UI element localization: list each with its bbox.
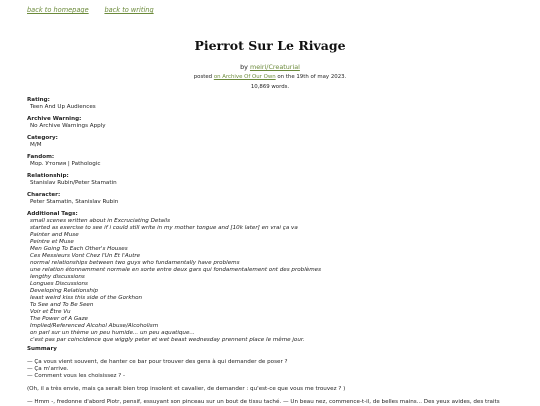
summary-line: — Hmm -, fredonne d'abord Piotr, pensif, essuyant son pinceau sur un bout de tissu taché. — Un beau nez, commence-t-il, de belles mains... Des yeux avides, des traits — [27, 398, 500, 405]
summary-section — [27, 346, 537, 406]
summary-label: Summary — [27, 346, 57, 352]
author-link[interactable]: meiri/Creaturial — [249, 63, 300, 71]
fandom-value: Мор. Утопия | Pathologic — [30, 160, 101, 167]
tag-item: Painter and Muse — [30, 231, 79, 238]
category-value: M/M — [30, 141, 42, 148]
ao3-link[interactable]: on Archive Of Our Own — [213, 74, 276, 80]
category-label: Category: — [27, 134, 58, 141]
category-field — [27, 135, 527, 149]
tag-item: lengthy discussions — [30, 273, 85, 280]
summary-line: — Comment vous les choisissez ? - — [27, 372, 126, 379]
by-prefix: by — [240, 63, 248, 71]
tag-item: least weird kiss this side of the Gorkhon — [30, 294, 143, 301]
tag-item: on parl sur un thème un peu humide... un peu aquatique... — [30, 329, 195, 336]
tag-item: To See and To Be Seen — [30, 301, 94, 308]
tags-label: Additional Tags: — [27, 210, 78, 217]
byline — [0, 63, 540, 71]
tag-item: started as exercise to see if i could still write in my mother tongue and [10k later] en vrai ça va — [30, 224, 298, 231]
additional-tags-field — [27, 211, 527, 344]
rating-label: Rating: — [27, 97, 50, 103]
rating-value: Teen And Up Audiences — [30, 103, 96, 110]
relationship-label: Relationship: — [27, 172, 69, 179]
work-metadata — [27, 97, 527, 349]
back-to-homepage-link[interactable]: back to homepage — [27, 6, 89, 14]
tag-item: Men Going To Each Other's Houses — [30, 245, 128, 252]
relationship-value: Stanislav Rubin/Peter Stamatin — [30, 179, 117, 186]
posted-prefix: posted — [193, 74, 213, 80]
summary-line: — Ça m'arrive. — [27, 365, 69, 372]
warning-label: Archive Warning: — [27, 115, 82, 122]
tag-item: small scenes written about in Excruciating Details — [30, 217, 170, 224]
top-navigation — [27, 6, 168, 15]
rating-field — [27, 97, 527, 111]
relationship-field — [27, 173, 527, 187]
back-to-writing-link[interactable]: back to writing — [104, 6, 154, 14]
posted-date: on the 19th of may 2023. — [277, 74, 347, 80]
tag-item: c'est pas par coincidence que wiggly peter et wet beast wednesday prennent place le même jour. — [30, 336, 305, 343]
tag-item: Implied/Referenced Alcohol Abuse/Alcoholism — [30, 322, 159, 329]
tag-item: Ces Messieurs Vont Chez l'Un Et l'Autre — [30, 252, 141, 259]
summary-line: (Oh, il a très envie, mais ça serait bien trop insolent et cavalier, de demander : qu'est-ce que vous me trouvez ? ) — [27, 385, 346, 392]
tag-item: Longues Discussions — [30, 280, 88, 287]
character-label: Character: — [27, 191, 61, 198]
tag-item: normal relationships between two guys who fundamentally have problems — [30, 259, 240, 266]
posted-info — [0, 74, 540, 81]
summary-line: — Ça vous vient souvent, de hanter ce bar pour trouver des gens à qui demander de poser ? — [27, 358, 288, 365]
fandom-field — [27, 154, 527, 168]
warning-value: No Archive Warnings Apply — [30, 122, 106, 129]
tag-item: une relation étonnamment normale en sorte entre deux gars qui fondamentalement ont des problèmes — [30, 266, 322, 273]
warning-field — [27, 116, 527, 130]
tag-item: Voir et Être Vu — [30, 308, 71, 315]
work-title: Pierrot Sur Le Rivage — [194, 38, 346, 53]
word-count: 10,869 words. — [250, 84, 290, 90]
character-field — [27, 192, 527, 206]
fandom-label: Fandom: — [27, 153, 55, 160]
tag-item: Developing Relationship — [30, 287, 99, 294]
tag-item: Peintre et Muse — [30, 238, 74, 245]
character-value: Peter Stamatin, Stanislav Rubin — [30, 198, 119, 205]
tag-list — [27, 218, 527, 344]
tag-item: The Power of A Gaze — [30, 315, 88, 322]
